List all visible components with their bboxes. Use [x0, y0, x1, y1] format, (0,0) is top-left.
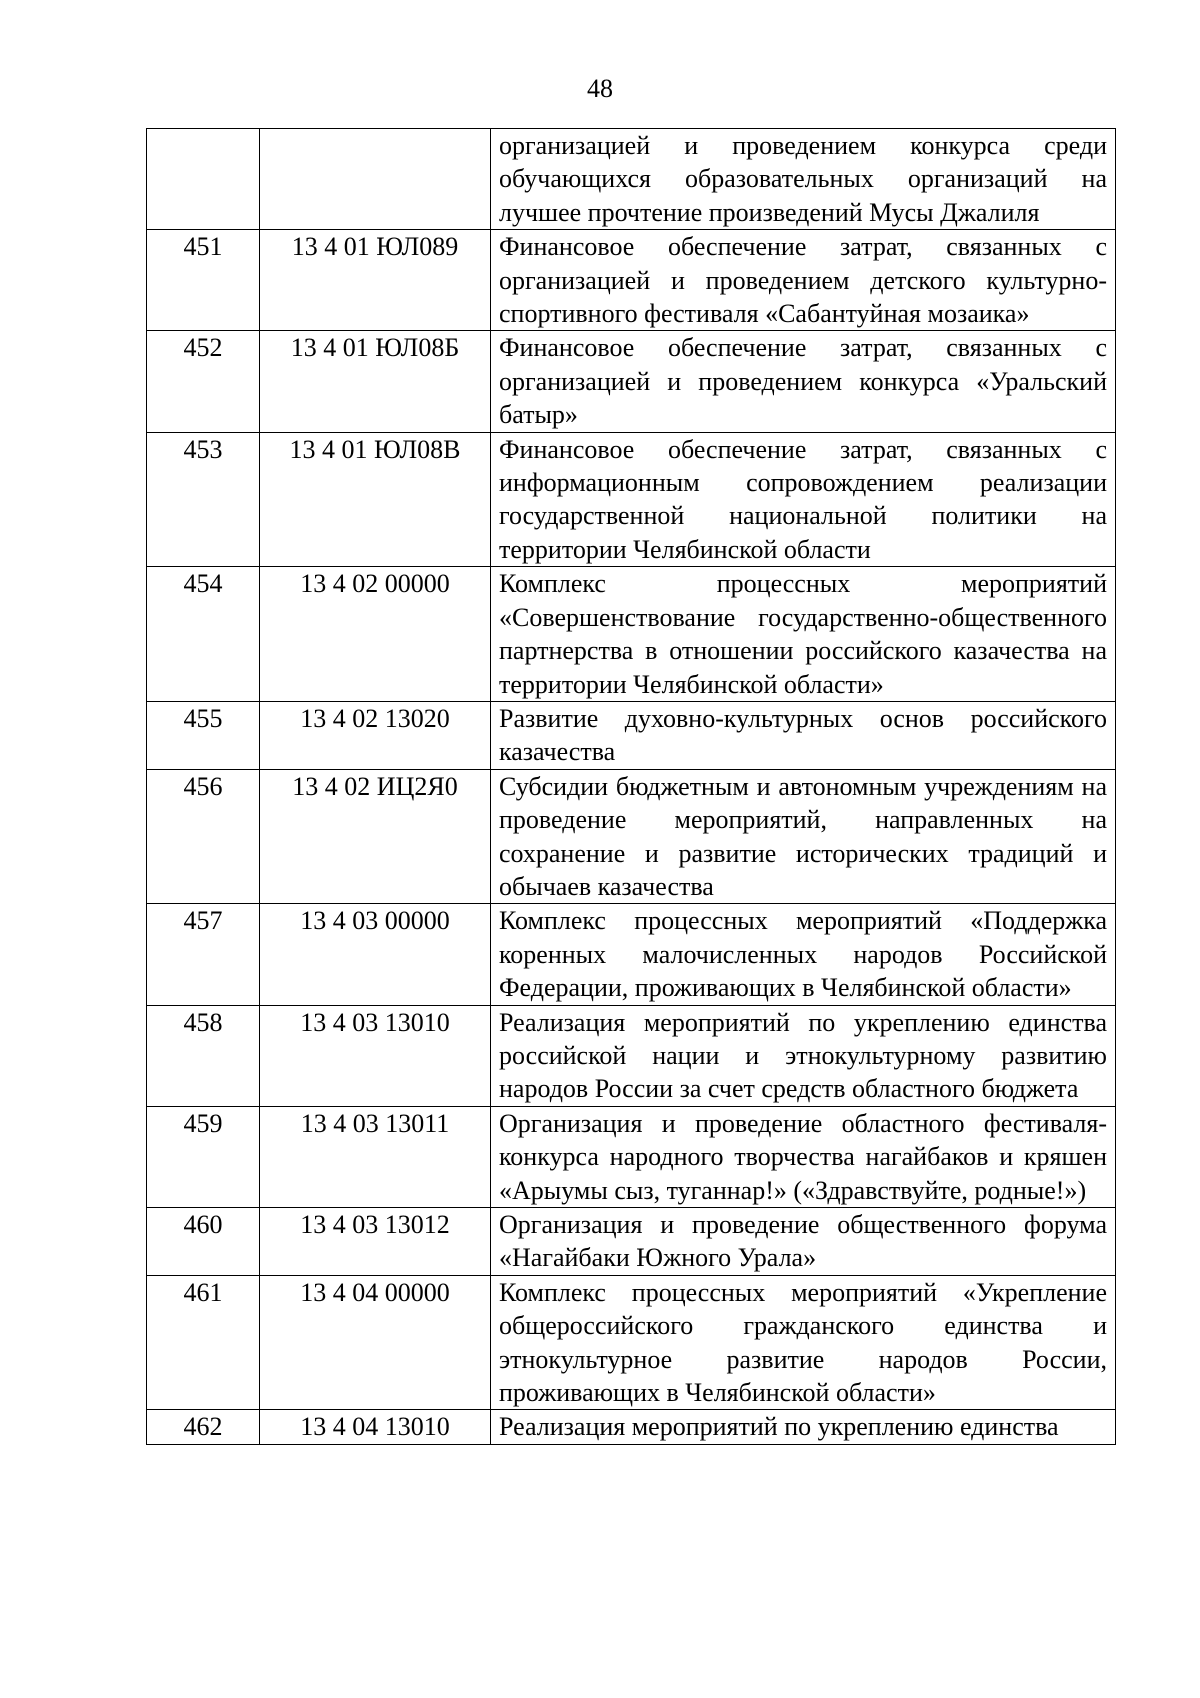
table-row	[147, 769, 1116, 904]
target-article-code-cell: 13 4 03 00000	[260, 904, 491, 1005]
table-row	[147, 1208, 1116, 1276]
row-number-cell: 460	[147, 1208, 260, 1276]
target-article-name-cell: Организация и проведение общественного форума «Нагайбаки Южного Урала»	[491, 1208, 1116, 1276]
table-row	[147, 701, 1116, 769]
table-row	[147, 567, 1116, 702]
target-article-name-cell: Субсидии бюджетным и автономным учреждениям на проведение мероприятий, направленных на сохранение и развитие исторических традиций и обычаев казачества	[491, 769, 1116, 904]
row-number-cell: 458	[147, 1005, 260, 1106]
target-article-name-cell: Комплекс процессных мероприятий «Укрепление общероссийского гражданского единства и этнокультурное развитие народов России, проживающих в Челябинской области»	[491, 1275, 1116, 1410]
row-number-cell: 462	[147, 1410, 260, 1444]
target-article-code-cell: 13 4 01 ЮЛ08Б	[260, 331, 491, 432]
table-row	[147, 331, 1116, 432]
target-article-code-cell: 13 4 04 13010	[260, 1410, 491, 1444]
row-number-cell: 452	[147, 331, 260, 432]
target-article-code-cell: 13 4 03 13012	[260, 1208, 491, 1276]
target-article-code-cell: 13 4 02 00000	[260, 567, 491, 702]
table-row	[147, 904, 1116, 1005]
target-article-name-cell: Финансовое обеспечение затрат, связанных с информационным сопровождением реализации государственной национальной политики на территории Челябинской области	[491, 432, 1116, 567]
table-body	[147, 129, 1116, 1445]
target-article-name-cell: Комплекс процессных мероприятий «Совершенствование государственно-общественного партнерства в отношении российского казачества на территории Челябинской области»	[491, 567, 1116, 702]
table-row	[147, 432, 1116, 567]
table-row	[147, 1410, 1116, 1444]
table-row	[147, 1005, 1116, 1106]
target-article-code-cell: 13 4 03 13010	[260, 1005, 491, 1106]
row-number-cell: 451	[147, 230, 260, 331]
table-row	[147, 1275, 1116, 1410]
target-article-name-cell: Развитие духовно-культурных основ российского казачества	[491, 701, 1116, 769]
row-number-cell: 457	[147, 904, 260, 1005]
budget-classification-table	[146, 128, 1116, 1445]
target-article-code-cell: 13 4 04 00000	[260, 1275, 491, 1410]
target-article-code-cell: 13 4 01 ЮЛ089	[260, 230, 491, 331]
row-number-cell: 453	[147, 432, 260, 567]
target-article-name-cell: Реализация мероприятий по укреплению единства российской нации и этнокультурному развитию народов России за счет средств областного бюджета	[491, 1005, 1116, 1106]
target-article-name-cell: Финансовое обеспечение затрат, связанных с организацией и проведением конкурса «Уральский батыр»	[491, 331, 1116, 432]
target-article-code-cell: 13 4 02 13020	[260, 701, 491, 769]
row-number-cell: 454	[147, 567, 260, 702]
target-article-code-cell: 13 4 02 ИЦ2Я0	[260, 769, 491, 904]
target-article-name-cell: Комплекс процессных мероприятий «Поддержка коренных малочисленных народов Российской Федерации, проживающих в Челябинской области»	[491, 904, 1116, 1005]
target-article-name-cell: организацией и проведением конкурса среди обучающихся образовательных организаций на лучшее прочтение произведений Мусы Джалиля	[491, 129, 1116, 230]
target-article-code-cell: 13 4 03 13011	[260, 1106, 491, 1207]
row-number-cell: 455	[147, 701, 260, 769]
target-article-code-cell	[260, 129, 491, 230]
row-number-cell: 456	[147, 769, 260, 904]
table-row	[147, 129, 1116, 230]
table-row	[147, 230, 1116, 331]
target-article-code-cell: 13 4 01 ЮЛ08В	[260, 432, 491, 567]
page-number: 48	[587, 74, 613, 103]
target-article-name-cell: Финансовое обеспечение затрат, связанных с организацией и проведением детского культурно-спортивного фестиваля «Сабантуйная мозаика»	[491, 230, 1116, 331]
row-number-cell: 459	[147, 1106, 260, 1207]
table-row	[147, 1106, 1116, 1207]
row-number-cell: 461	[147, 1275, 260, 1410]
target-article-name-cell: Организация и проведение областного фестиваля-конкурса народного творчества нагайбаков и кряшен «Арыумы сыз, туганнар!» («Здравствуйте, родные!»)	[491, 1106, 1116, 1207]
target-article-name-cell: Реализация мероприятий по укреплению единства	[491, 1410, 1116, 1444]
row-number-cell	[147, 129, 260, 230]
